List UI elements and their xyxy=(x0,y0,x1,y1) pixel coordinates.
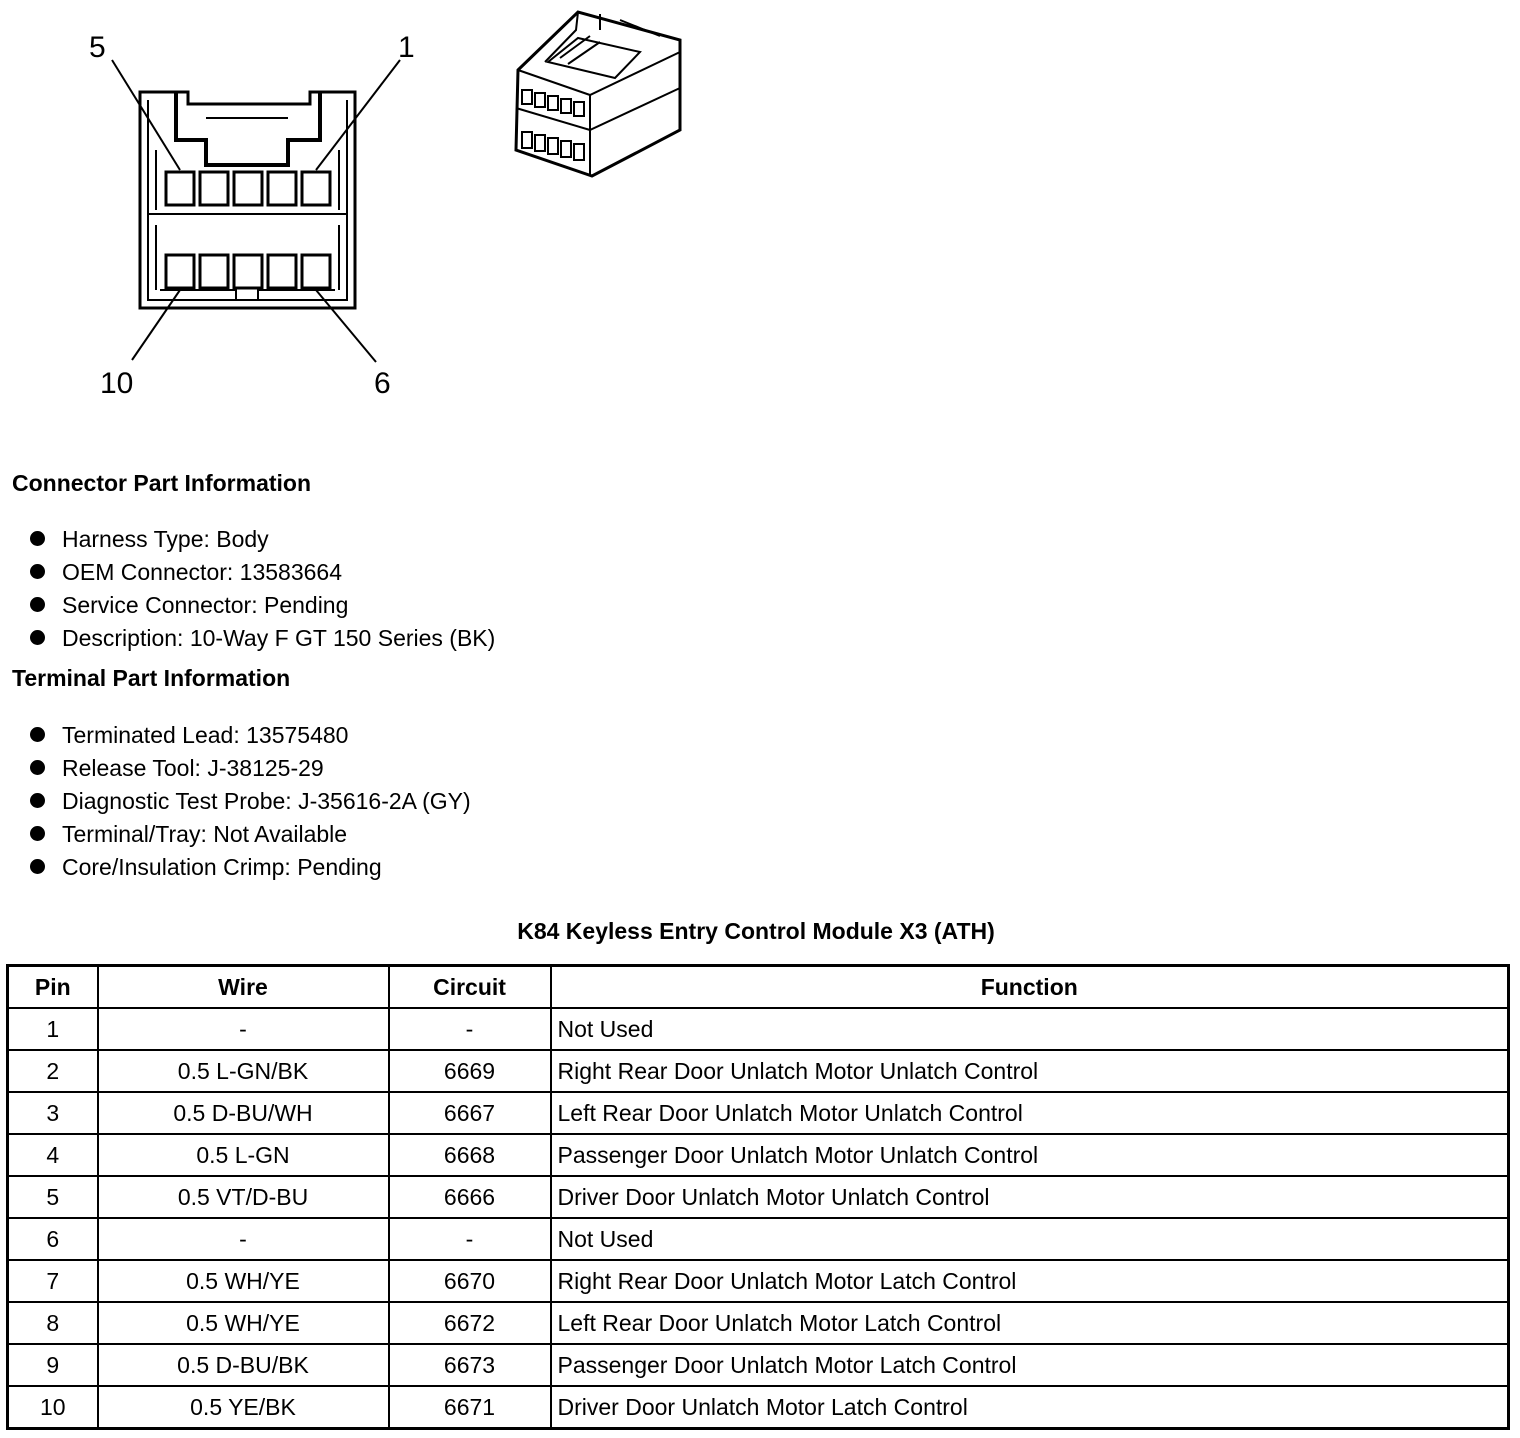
list-item: Core/Insulation Crimp: Pending xyxy=(30,850,471,883)
pin-cell: 7 xyxy=(8,1260,98,1302)
pin-cell: 2 xyxy=(8,1050,98,1092)
circuit-cell: 6669 xyxy=(389,1050,551,1092)
wire-cell: 0.5 L-GN xyxy=(98,1134,389,1176)
function-cell: Driver Door Unlatch Motor Latch Control xyxy=(551,1386,1509,1429)
wire-cell: 0.5 YE/BK xyxy=(98,1386,389,1429)
table-row xyxy=(8,1050,1509,1092)
connector-part-info-heading: Connector Part Information xyxy=(12,470,312,496)
pin-cell: 1 xyxy=(8,1008,98,1050)
circuit-cell: 6666 xyxy=(389,1176,551,1218)
table-row xyxy=(8,1134,1509,1176)
bullet-icon xyxy=(30,826,45,841)
wire-cell: 0.5 WH/YE xyxy=(98,1302,389,1344)
circuit-cell: 6670 xyxy=(389,1260,551,1302)
circuit-cell: - xyxy=(389,1008,551,1050)
function-cell: Left Rear Door Unlatch Motor Latch Control xyxy=(551,1302,1509,1344)
wire-cell: - xyxy=(98,1008,389,1050)
bullet-icon xyxy=(30,727,45,742)
pin-label-6: 6 xyxy=(374,367,391,400)
table-row xyxy=(8,1008,1509,1050)
bullet-icon xyxy=(30,793,45,808)
connector-part-info-list xyxy=(30,522,495,654)
pin-cell: 10 xyxy=(8,1386,98,1429)
function-cell: Driver Door Unlatch Motor Unlatch Control xyxy=(551,1176,1509,1218)
bullet-icon xyxy=(30,564,45,579)
connector-face-view xyxy=(112,60,400,362)
function-cell: Right Rear Door Unlatch Motor Unlatch Control xyxy=(551,1050,1509,1092)
function-cell: Passenger Door Unlatch Motor Unlatch Control xyxy=(551,1134,1509,1176)
list-item: Diagnostic Test Probe: J-35616-2A (GY) xyxy=(30,784,471,817)
list-item: Description: 10-Way F GT 150 Series (BK) xyxy=(30,621,495,654)
circuit-cell: 6668 xyxy=(389,1134,551,1176)
table-row xyxy=(8,1176,1509,1218)
pin-cell: 4 xyxy=(8,1134,98,1176)
function-cell: Not Used xyxy=(551,1008,1509,1050)
list-item: Terminated Lead: 13575480 xyxy=(30,718,471,751)
pin-cell: 9 xyxy=(8,1344,98,1386)
connector-diagram xyxy=(0,0,720,420)
pin-cell: 8 xyxy=(8,1302,98,1344)
lower-terminal-cavities xyxy=(166,255,330,288)
bullet-icon xyxy=(30,859,45,874)
pin-table xyxy=(6,964,1510,1430)
bullet-icon xyxy=(30,597,45,612)
column-header-circuit: Circuit xyxy=(389,966,551,1009)
circuit-cell: 6672 xyxy=(389,1302,551,1344)
column-header-wire: Wire xyxy=(98,966,389,1009)
wire-cell: 0.5 WH/YE xyxy=(98,1260,389,1302)
circuit-cell: 6673 xyxy=(389,1344,551,1386)
function-cell: Passenger Door Unlatch Motor Latch Control xyxy=(551,1344,1509,1386)
bullet-icon xyxy=(30,531,45,546)
wire-cell: 0.5 D-BU/WH xyxy=(98,1092,389,1134)
column-header-function: Function xyxy=(551,966,1509,1009)
wire-cell: 0.5 VT/D-BU xyxy=(98,1176,389,1218)
circuit-cell: - xyxy=(389,1218,551,1260)
pin-cell: 5 xyxy=(8,1176,98,1218)
list-item: Harness Type: Body xyxy=(30,522,495,555)
pin-cell: 3 xyxy=(8,1092,98,1134)
table-row xyxy=(8,1260,1509,1302)
table-row xyxy=(8,1302,1509,1344)
wire-cell: - xyxy=(98,1218,389,1260)
function-cell: Left Rear Door Unlatch Motor Unlatch Control xyxy=(551,1092,1509,1134)
wire-cell: 0.5 D-BU/BK xyxy=(98,1344,389,1386)
bullet-icon xyxy=(30,760,45,775)
list-item: OEM Connector: 13583664 xyxy=(30,555,495,588)
function-cell: Not Used xyxy=(551,1218,1509,1260)
connector-isometric-view xyxy=(516,12,680,176)
table-header-row xyxy=(8,966,1509,1009)
circuit-cell: 6667 xyxy=(389,1092,551,1134)
table-row xyxy=(8,1092,1509,1134)
pin-label-10: 10 xyxy=(100,367,134,400)
table-row xyxy=(8,1344,1509,1386)
column-header-pin: Pin xyxy=(8,966,98,1009)
wire-cell: 0.5 L-GN/BK xyxy=(98,1050,389,1092)
list-item: Terminal/Tray: Not Available xyxy=(30,817,471,850)
terminal-part-info-list xyxy=(30,718,471,883)
pin-label-1: 1 xyxy=(398,31,415,64)
bullet-icon xyxy=(30,630,45,645)
function-cell: Right Rear Door Unlatch Motor Latch Control xyxy=(551,1260,1509,1302)
table-row xyxy=(8,1218,1509,1260)
pin-table-title: K84 Keyless Entry Control Module X3 (ATH) xyxy=(517,918,995,944)
table-row xyxy=(8,1386,1509,1429)
terminal-part-info-heading: Terminal Part Information xyxy=(12,665,291,691)
circuit-cell: 6671 xyxy=(389,1386,551,1429)
pin-label-5: 5 xyxy=(89,31,106,64)
pin-cell: 6 xyxy=(8,1218,98,1260)
list-item: Service Connector: Pending xyxy=(30,588,495,621)
upper-terminal-cavities xyxy=(166,172,330,205)
list-item: Release Tool: J-38125-29 xyxy=(30,751,471,784)
